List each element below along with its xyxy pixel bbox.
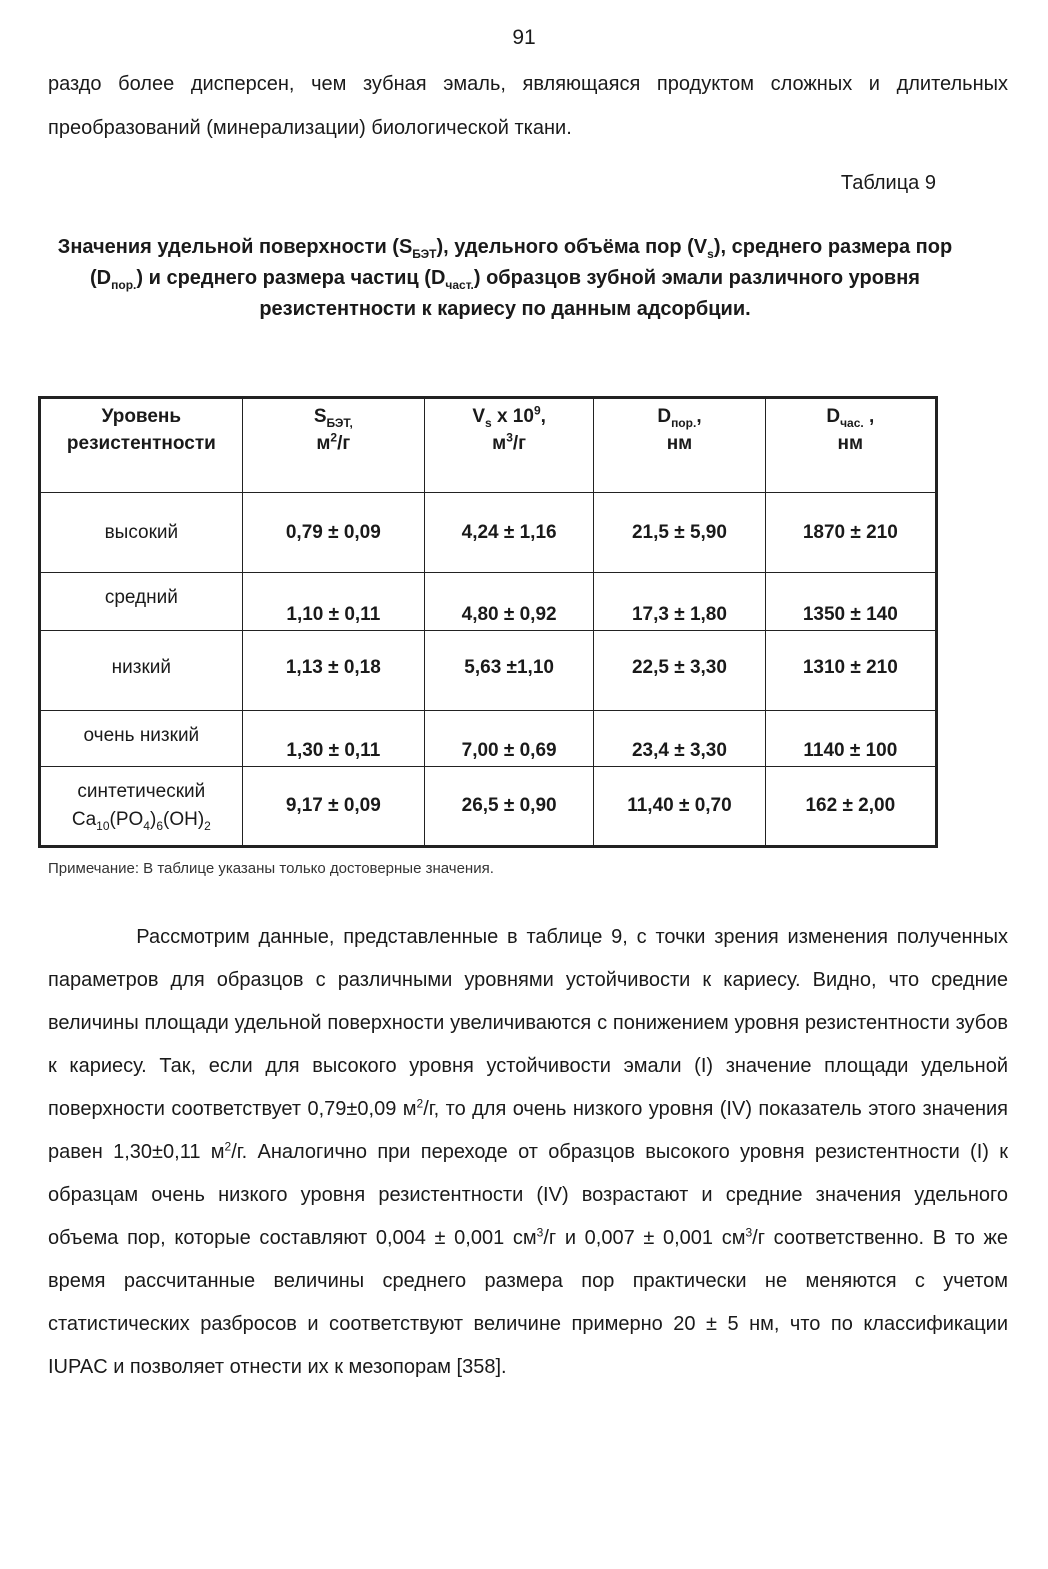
level-cell: низкий — [40, 631, 243, 711]
table-title: Значения удельной поверхности $(S_{БЭТ})$, удельного объёма пор $(V_s)$, среднего размера пор $(D_{пор.})$ и среднего размера частиц $(D_{част.})$ образцов зубной эмали различного уровня резистентности к кариесу по данным адсорбции. — [57, 236, 953, 320]
surface-cell: 1,30 ± 0,11 — [242, 711, 424, 767]
volume-cell: 4,80 ± 0,92 — [424, 573, 593, 631]
pore-size-cell: 22,5 ± 3,30 — [594, 631, 765, 711]
particle-size-cell: 162 ± 2,00 — [765, 767, 936, 847]
surface-cell: 1,10 ± 0,11 — [242, 573, 424, 631]
particle-size-cell: 1140 ± 100 — [765, 711, 936, 767]
pore-size-cell: 21,5 ± 5,90 — [594, 493, 765, 573]
table-row — [40, 631, 937, 711]
pore-size-cell: 23,4 ± 3,30 — [594, 711, 765, 767]
page-number: 91 — [512, 26, 536, 49]
intro-paragraph: раздо более дисперсен, чем зубная эмаль, являющаяся продуктом сложных и длительных преобразований (минерализации) биологической ткани. — [48, 73, 1008, 139]
header-volume: $V_s$ х $10^9$, $м^3/г$ — [424, 398, 593, 493]
table-row — [40, 711, 937, 767]
header-particle-size: $D_{час.}$ , нм — [765, 398, 936, 493]
volume-cell: 4,24 ± 1,16 — [424, 493, 593, 573]
level-cell: синтетический $Ca_{10}(PO_4)_6(OH)_2$ — [40, 767, 243, 847]
particle-size-cell: 1310 ± 210 — [765, 631, 936, 711]
header-level: Уровень резистентности — [40, 398, 243, 493]
body-paragraph: Рассмотрим данные, представленные в таблице 9, с точки зрения изменения полученных параметров для образцов с различными уровнями устойчивости к кариесу. Видно, что средние величины площади удельной поверхности увеличиваются с понижением уровня резистентности зубов к кариесу. Так, если для высокого уровня устойчивости эмали (I) значение площади удельной поверхности соответствует 0,79±0,09 $м^2/г$, то для очень низкого уровня (IV) показатель этого значения равен 1,30±0,11 $м^2/г$. Аналогично при переходе от образцов высокого уровня резистентности (I) к образцам очень низкого уровня резистентности (IV) возрастают и средние значения удельного объема пор, которые составляют 0,004 ± 0,001 $см^3/г$ и 0,007 ± 0,001 $см^3/г$ соответственно. В то же время рассчитанные величины среднего размера пор практически не меняются с учетом статистических разбросов и соответствуют величине примерно 20 ± 5 нм, что по классификации IUPAC и позволяет отнести их к мезопорам [358]. — [48, 926, 1008, 1378]
volume-cell: 7,00 ± 0,69 — [424, 711, 593, 767]
level-cell: очень низкий — [40, 711, 243, 767]
surface-cell: 1,13 ± 0,18 — [242, 631, 424, 711]
header-surface: $S_{БЭТ,}$ $м^2/г$ — [242, 398, 424, 493]
header-pore-size: $D_{пор.}$, нм — [594, 398, 765, 493]
particle-size-cell: 1350 ± 140 — [765, 573, 936, 631]
level-cell: средний — [40, 573, 243, 631]
level-cell: высокий — [40, 493, 243, 573]
data-table — [38, 396, 938, 848]
surface-cell: 9,17 ± 0,09 — [242, 767, 424, 847]
table-row — [40, 493, 937, 573]
table-row — [40, 767, 937, 847]
table-note: Примечание: В таблице указаны только достоверные значения. — [48, 860, 494, 877]
table-row — [40, 573, 937, 631]
pore-size-cell: 11,40 ± 0,70 — [594, 767, 765, 847]
table-label: Таблица 9 — [840, 172, 936, 194]
volume-cell: 26,5 ± 0,90 — [424, 767, 593, 847]
particle-size-cell: 1870 ± 210 — [765, 493, 936, 573]
chemical-formula: $Ca_{10}(PO_4)_6(OH)_2$ — [71, 809, 211, 833]
table-header-row — [40, 398, 937, 493]
surface-cell: 0,79 ± 0,09 — [242, 493, 424, 573]
volume-cell: 5,63 ±1,10 — [424, 631, 593, 711]
pore-size-cell: 17,3 ± 1,80 — [594, 573, 765, 631]
